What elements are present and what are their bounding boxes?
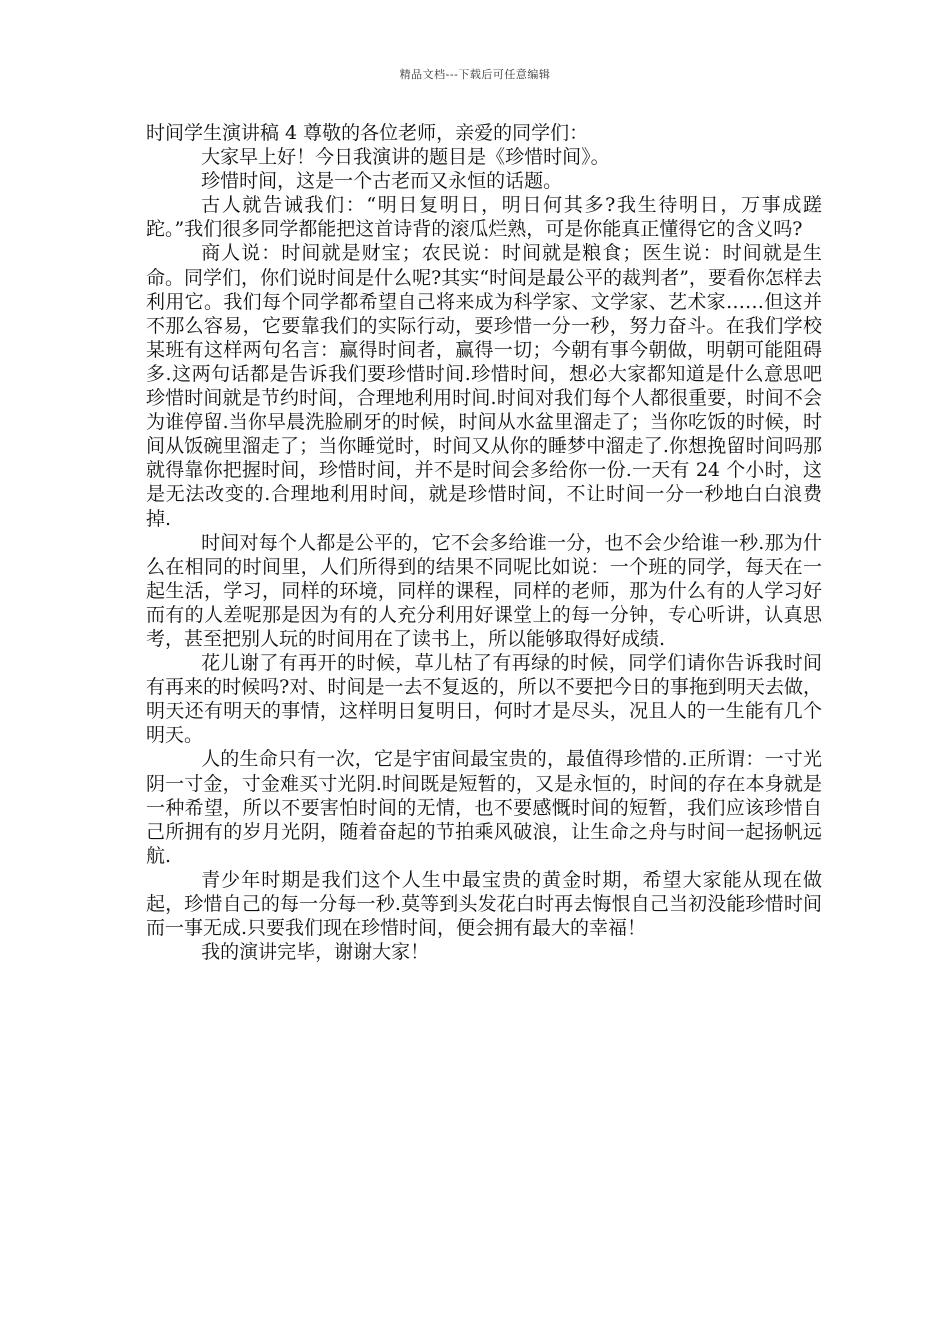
- paragraph: 商人说：时间就是财宝；农民说：时间就是粮食；医生说：时间就是生命。同学们，你们说时间是什么呢?其实“时间是最公平的裁判者”，要看你怎样去利用它。我们每个同学都希望自己将来成为科学家、文学家、艺术家……但这并不那么容易，它要靠我们的实际行动，要珍惜一分一秒，努力奋斗。在我们学校某班有这样两句名言：赢得时间者，赢得一切；今朝有事今朝做，明朝可能阻碍多.这两句话都是告诉我们要珍惜时间.珍惜时间，想必大家都知道是什么意思吧珍惜时间就是节约时间，合理地利用时间.时间对我们每个人都很重要，时间不会为谁停留.当你早晨洗脸刷牙的时候，时间从水盆里溜走了；当你吃饭的时候，时间从饭碗里溜走了；当你睡觉时，时间又从你的睡梦中溜走了.你想挽留时间吗那就得靠你把握时间，珍惜时间，并不是时间会多给你一份.一天有 24 个小时，这是无法改变的.合理地利用时间，就是珍惜时间，不让时间一分一秒地白白浪费掉.: [146, 242, 822, 530]
- paragraph: 时间对每个人都是公平的，它不会多给谁一分，也不会少给谁一秒.那为什么在相同的时间里，人们所得到的结果不同呢比如说：一个班的同学，每天在一起生活，学习，同样的环境，同样的课程，同样的老师，那为什么有的人学习好而有的人差呢那是因为有的人充分利用好课堂上的每一分钟，专心听讲，认真思考，甚至把别人玩的时间用在了读书上，所以能够取得好成绩.: [146, 531, 822, 650]
- paragraph-closing: 我的演讲完毕，谢谢大家！: [201, 941, 430, 964]
- page-header: 精品文档---下载后可任意编辑: [399, 68, 551, 81]
- paragraph: 珍惜时间，这是一个古老而又永恒的话题。: [201, 170, 563, 193]
- paragraph: 大家早上好！今日我演讲的题目是《珍惜时间》。: [201, 146, 610, 169]
- paragraph: 古人就告诫我们：“明日复明日，明日何其多?我生待明日，万事成蹉跎。”我们很多同学都能把这首诗背的滚瓜烂熟，可是你能真正懂得它的含义吗?: [146, 194, 822, 241]
- document-body: [146, 121, 822, 964]
- paragraph-title-line: 时间学生演讲稿 4 尊敬的各位老师，亲爱的同学们：: [146, 122, 589, 144]
- paragraph: 人的生命只有一次，它是宇宙间最宝贵的，最值得珍惜的.正所谓：一寸光阴一寸金，寸金难买寸光阴.时间既是短暂的，又是永恒的，时间的存在本身就是一种希望，所以不要害怕时间的无情，也不要感慨时间的短暂，我们应该珍惜自己所拥有的岁月光阴，随着奋起的节拍乘风破浪，让生命之舟与时间一起扬帆远航.: [146, 748, 822, 867]
- paragraph: 青少年时期是我们这个人生中最宝贵的黄金时期，希望大家能从现在做起，珍惜自己的每一分每一秒.莫等到头发花白时再去悔恨自己当初没能珍惜时间而一事无成.只要我们现在珍惜时间，便会拥有最大的幸福！: [146, 868, 822, 940]
- paragraph: 花儿谢了有再开的时候，草儿枯了有再绿的时候，同学们请你告诉我时间有再来的时候吗?对、时间是一去不复返的，所以不要把今日的事拖到明天去做，明天还有明天的事情，这样明日复明日，何时才是尽头，况且人的一生能有几个明天。: [146, 652, 822, 747]
